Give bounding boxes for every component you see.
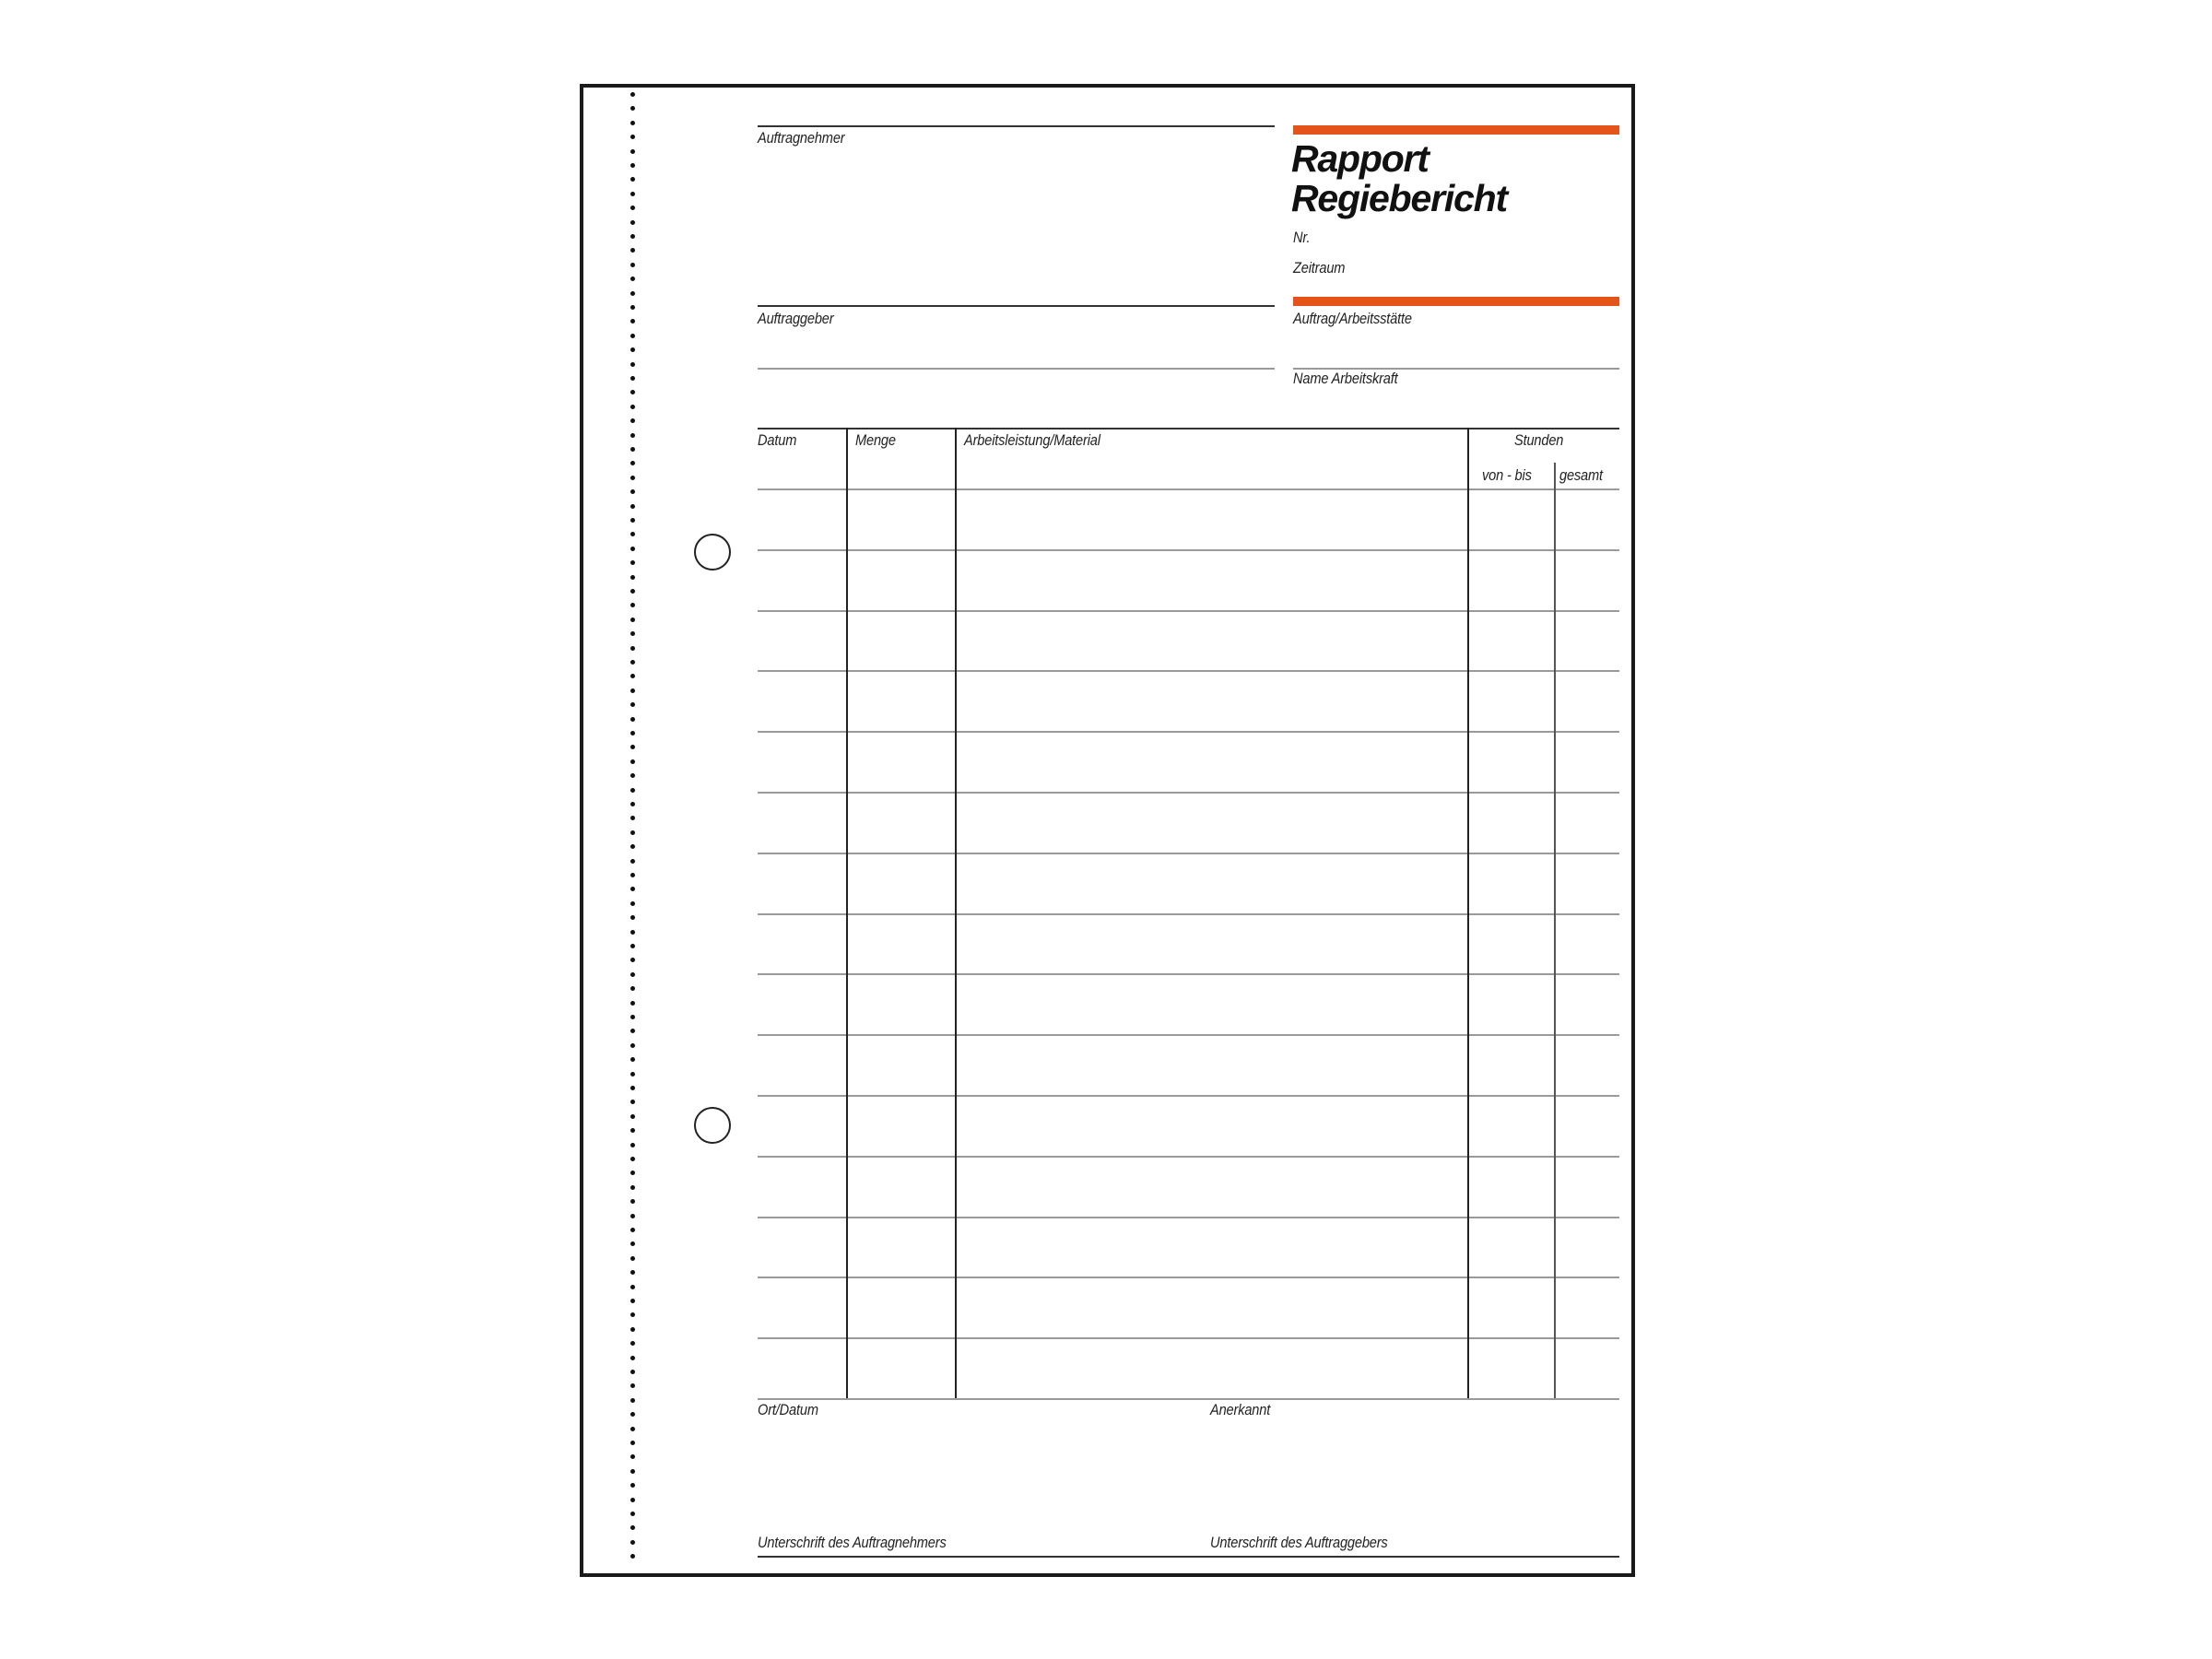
table-row[interactable] (758, 490, 1619, 549)
punch-hole-top-icon (694, 534, 731, 571)
perforation-dot (630, 1114, 635, 1119)
perforation-dot (630, 1100, 635, 1104)
perforation-dot (630, 1427, 635, 1431)
perforation-dot (630, 1469, 635, 1474)
perforation-dot (630, 547, 635, 551)
acknowledged-field[interactable] (1210, 1423, 1619, 1534)
table-row[interactable] (758, 672, 1619, 731)
number-field[interactable] (1327, 227, 1619, 249)
perforation-dot (630, 1299, 635, 1303)
perforation-dot (630, 305, 635, 310)
perforation-dot (630, 1370, 635, 1374)
form-title-regiebericht: Regiebericht (1291, 177, 1507, 219)
accent-bar-top (1293, 125, 1619, 135)
perforation-dot (630, 1327, 635, 1332)
table-row[interactable] (758, 794, 1619, 853)
perforation-dot (630, 518, 635, 523)
perforation-dot (630, 717, 635, 722)
perforation-dot (630, 1483, 635, 1488)
perforation-dot (630, 944, 635, 948)
perforation-dot (630, 830, 635, 835)
table-row[interactable] (758, 1158, 1619, 1217)
perforation-dot (630, 1128, 635, 1133)
perforation-dot (630, 1512, 635, 1516)
table-row[interactable] (758, 1097, 1619, 1156)
perforation-dot (630, 461, 635, 465)
perforation-dot (630, 334, 635, 338)
table-row[interactable] (758, 1218, 1619, 1277)
perforation-dot (630, 319, 635, 324)
period-label: Zeitraum (1293, 259, 1346, 276)
accent-bar-bottom (1293, 297, 1619, 306)
acknowledged-label: Anerkannt (1210, 1401, 1271, 1418)
column-divider-stunden (1467, 428, 1469, 1398)
form-title-rapport: Rapport (1291, 137, 1429, 180)
client-signature-label: Unterschrift des Auftraggebers (1210, 1534, 1388, 1551)
perforation-dot (630, 504, 635, 509)
perforation-dot (630, 390, 635, 394)
contractor-line (758, 125, 1275, 127)
perforation-dot (630, 646, 635, 651)
perforation-dot (630, 1540, 635, 1545)
signature-line (758, 1556, 1619, 1558)
table-row[interactable] (758, 1339, 1619, 1398)
perforation-dot (630, 121, 635, 125)
perforation-dot (630, 1072, 635, 1077)
perforation-dot (630, 1015, 635, 1019)
perforation-dot (630, 603, 635, 607)
perforation-dot (630, 476, 635, 480)
column-divider-menge (846, 428, 848, 1398)
perforation-dot (630, 92, 635, 97)
perforation-dot (630, 1228, 635, 1232)
column-divider-gesamt (1554, 463, 1556, 1398)
column-header-stunden: Stunden (1514, 431, 1564, 449)
perforation-dot (630, 234, 635, 239)
number-label: Nr. (1293, 229, 1311, 246)
perforation-dot (630, 447, 635, 452)
perforation-dot (630, 206, 635, 210)
perforation-dot (630, 1498, 635, 1502)
perforation-dot (630, 1412, 635, 1417)
perforation-dot (630, 1356, 635, 1360)
perforation-dot (630, 362, 635, 367)
contractor-field[interactable] (758, 131, 1275, 302)
perforation-dot (630, 660, 635, 665)
perforation-dot (630, 1057, 635, 1062)
table-row[interactable] (758, 612, 1619, 671)
perforation-dot (630, 149, 635, 154)
perforation-dot (630, 802, 635, 806)
perforation-dot (630, 532, 635, 536)
perforation-dot (630, 248, 635, 253)
perforation-dot (630, 986, 635, 991)
perforation-dot (630, 347, 635, 352)
table-row[interactable] (758, 854, 1619, 913)
client-divider (758, 368, 1275, 370)
perforation-dot (630, 220, 635, 225)
table-row[interactable] (758, 915, 1619, 974)
table-row[interactable] (758, 1036, 1619, 1095)
perforation-dot (630, 1001, 635, 1006)
perforation-dot (630, 745, 635, 749)
perforation-dot (630, 1454, 635, 1459)
table-row[interactable] (758, 733, 1619, 792)
perforation-dot (630, 618, 635, 622)
perforation-dot (630, 1441, 635, 1445)
perforation-line (630, 92, 636, 1567)
perforation-dot (630, 674, 635, 678)
perforation-dot (630, 859, 635, 864)
table-row[interactable] (758, 551, 1619, 610)
column-header-von-bis: von - bis (1482, 466, 1532, 484)
perforation-dot (630, 915, 635, 920)
client-field[interactable] (758, 312, 1275, 367)
perforation-dot (630, 263, 635, 267)
perforation-dot (630, 1143, 635, 1147)
perforation-dot (630, 291, 635, 296)
perforation-dot (630, 1398, 635, 1403)
period-field[interactable] (1364, 256, 1619, 282)
perforation-dot (630, 759, 635, 764)
perforation-dot (630, 433, 635, 438)
perforation-dot (630, 163, 635, 168)
perforation-dot (630, 1525, 635, 1530)
order-site-field[interactable] (1293, 330, 1619, 365)
perforation-dot (630, 1185, 635, 1190)
place-date-field[interactable] (758, 1423, 1200, 1534)
perforation-dot (630, 788, 635, 793)
perforation-dot (630, 1171, 635, 1175)
column-divider-arbeitsleistung (955, 428, 957, 1398)
perforation-dot (630, 816, 635, 820)
column-header-datum: Datum (758, 431, 797, 449)
perforation-dot (630, 1214, 635, 1218)
perforation-dot (630, 887, 635, 891)
client-label: Auftraggeber (758, 310, 834, 327)
column-header-gesamt: gesamt (1559, 466, 1603, 484)
perforation-dot (630, 1086, 635, 1090)
place-date-label: Ort/Datum (758, 1401, 818, 1418)
perforation-dot (630, 106, 635, 111)
contractor-label: Auftragnehmer (758, 129, 845, 147)
perforation-dot (630, 135, 635, 139)
table-row-line (758, 1398, 1619, 1400)
perforation-dot (630, 930, 635, 935)
perforation-dot (630, 958, 635, 962)
punch-hole-bottom-icon (694, 1107, 731, 1144)
perforation-dot (630, 589, 635, 594)
perforation-dot (630, 1157, 635, 1161)
perforation-dot (630, 192, 635, 196)
perforation-dot (630, 489, 635, 494)
perforation-dot (630, 376, 635, 381)
perforation-dot (630, 1270, 635, 1275)
perforation-dot (630, 1341, 635, 1346)
perforation-dot (630, 901, 635, 906)
perforation-dot (630, 702, 635, 707)
perforation-dot (630, 688, 635, 693)
worker-name-label: Name Arbeitskraft (1293, 370, 1398, 387)
perforation-dot (630, 177, 635, 182)
perforation-dot (630, 1029, 635, 1033)
perforation-dot (630, 575, 635, 580)
perforation-dot (630, 1199, 635, 1204)
perforation-dot (630, 418, 635, 423)
perforation-dot (630, 731, 635, 735)
perforation-dot (630, 1241, 635, 1246)
perforation-dot (630, 1256, 635, 1261)
perforation-dot (630, 560, 635, 565)
perforation-dot (630, 1312, 635, 1317)
order-site-label: Auftrag/Arbeitsstätte (1293, 310, 1412, 327)
perforation-dot (630, 844, 635, 849)
perforation-dot (630, 1383, 635, 1388)
table-top-line (758, 428, 1619, 429)
perforation-dot (630, 405, 635, 409)
perforation-dot (630, 631, 635, 636)
table-row[interactable] (758, 975, 1619, 1034)
perforation-dot (630, 873, 635, 877)
column-header-menge: Menge (855, 431, 896, 449)
client-line (758, 305, 1275, 307)
perforation-dot (630, 1285, 635, 1289)
perforation-dot (630, 276, 635, 281)
perforation-dot (630, 972, 635, 977)
perforation-dot (630, 773, 635, 778)
perforation-dot (630, 1043, 635, 1048)
contractor-signature-label: Unterschrift des Auftragnehmers (758, 1534, 947, 1551)
table-row[interactable] (758, 1278, 1619, 1337)
worker-name-field[interactable] (1293, 391, 1619, 422)
perforation-dot (630, 1554, 635, 1559)
column-header-arbeitsleistung: Arbeitsleistung/Material (964, 431, 1100, 449)
